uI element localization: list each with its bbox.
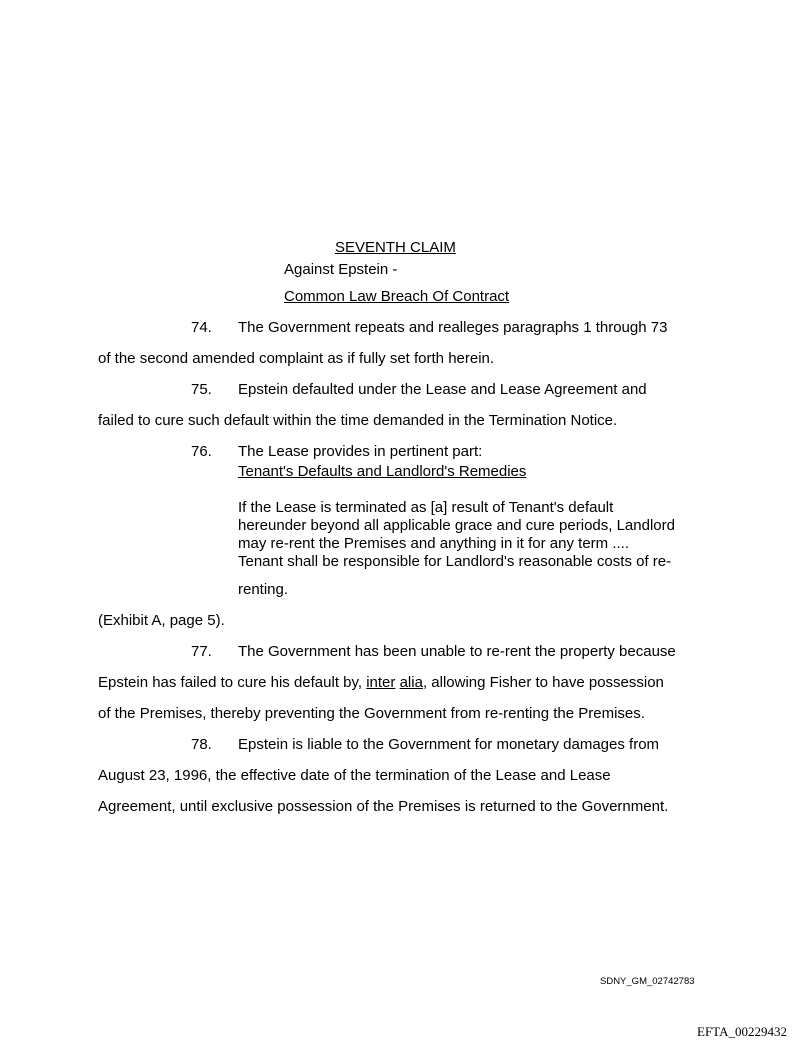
quote-line: If the Lease is terminated as [a] result of Tenant's default: [238, 499, 614, 516]
paragraph-74-continuation: of the second amended complaint as if fully set forth herein.: [98, 350, 495, 367]
paragraph-77-continuation: of the Premises, thereby preventing the Government from re-renting the Premises.: [98, 705, 645, 722]
bates-number: SDNY_GM_02742783: [600, 976, 695, 987]
paragraph-text: The Government has been unable to re-rent the property because: [238, 643, 676, 660]
paragraph-78-continuation: Agreement, until exclusive possession of the Premises is returned to the Government.: [98, 798, 669, 815]
paragraph-number: 74.: [191, 319, 212, 336]
efta-number: EFTA_00229432: [697, 1024, 787, 1039]
latin-term-inter: inter: [366, 674, 396, 691]
paragraph-number: 78.: [191, 736, 212, 753]
paragraph-text: Epstein is liable to the Government for monetary damages from: [238, 736, 660, 753]
paragraph-text: Epstein defaulted under the Lease and Lease Agreement and: [238, 381, 647, 398]
claim-subject: Common Law Breach Of Contract: [284, 288, 510, 305]
latin-term-alia: alia: [399, 674, 423, 691]
paragraph-number: 75.: [191, 381, 212, 398]
paragraph-text: The Government repeats and realleges paragraphs 1 through 73: [238, 319, 668, 336]
quote-line: hereunder beyond all applicable grace and cure periods, Landlord: [238, 517, 675, 534]
text-segment: Epstein has failed to cure his default by,: [98, 674, 367, 691]
quote-line: Tenant shall be responsible for Landlord's reasonable costs of re-: [238, 553, 672, 570]
paragraph-77-continuation: [98, 674, 664, 692]
quote-line: renting.: [238, 581, 289, 598]
claim-heading: SEVENTH CLAIM: [335, 239, 456, 256]
citation: (Exhibit A, page 5).: [98, 612, 225, 629]
claim-against: Against Epstein -: [284, 261, 398, 278]
text-segment: , allowing Fisher to have possession: [422, 674, 664, 691]
quote-line: may re-rent the Premises and anything in it for any term ....: [238, 535, 629, 552]
paragraph-number: 77.: [191, 643, 212, 660]
paragraph-number: 76.: [191, 443, 212, 460]
quote-heading: Tenant's Defaults and Landlord's Remedies: [238, 463, 527, 480]
paragraph-75-continuation: failed to cure such default within the time demanded in the Termination Notice.: [98, 412, 618, 429]
paragraph-78-continuation: August 23, 1996, the effective date of the termination of the Lease and Lease: [98, 767, 611, 784]
paragraph-text: The Lease provides in pertinent part:: [238, 443, 483, 460]
